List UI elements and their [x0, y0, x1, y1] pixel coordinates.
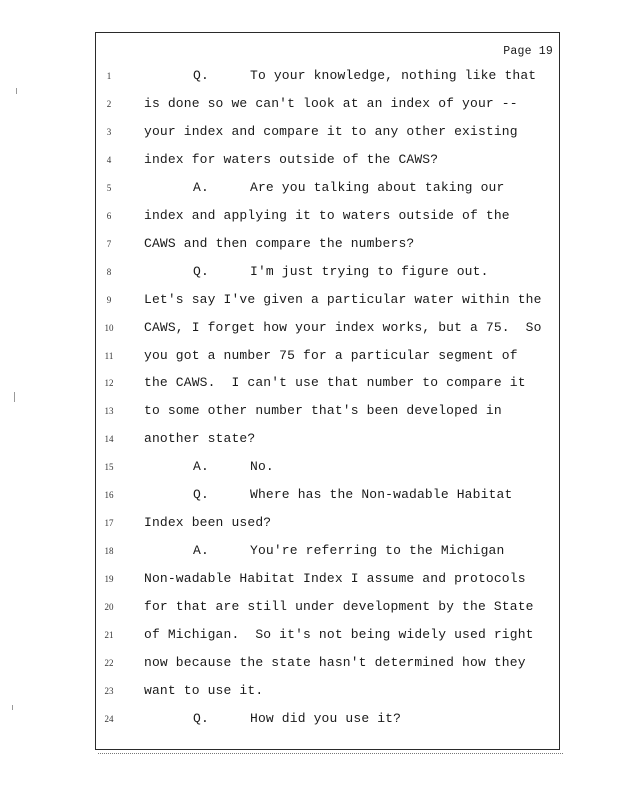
- line-text: [193, 68, 536, 83]
- line-text: [144, 96, 518, 111]
- line-text: [193, 459, 274, 474]
- transcript-line: [96, 683, 559, 703]
- line-number: 10: [104, 322, 114, 333]
- line-text: [144, 348, 518, 363]
- line-content: Where has the Non-wadable Habitat: [250, 487, 513, 503]
- line-content: you got a number 75 for a particular segment of: [144, 347, 518, 363]
- transcript-line: [96, 236, 559, 256]
- line-text: [144, 208, 510, 223]
- line-text: [144, 236, 414, 251]
- line-content: To your knowledge, nothing like that: [250, 68, 537, 83]
- line-number: 19: [104, 574, 114, 585]
- transcript-line: [96, 124, 559, 144]
- line-text: [144, 655, 526, 670]
- line-text: [193, 711, 401, 726]
- transcript-line: [96, 431, 559, 451]
- line-content: is done so we can't look at an index of your --: [144, 95, 518, 111]
- line-text: [144, 683, 263, 698]
- transcript-line: [96, 292, 559, 312]
- speaker-label: A.: [193, 179, 209, 195]
- line-text: [193, 264, 489, 279]
- line-number: 11: [104, 350, 114, 361]
- line-number: 12: [104, 378, 114, 389]
- line-content: of Michigan. So it's not being widely used right: [144, 627, 534, 642]
- line-content: I'm just trying to figure out.: [250, 263, 489, 279]
- line-number: 20: [104, 602, 114, 613]
- transcript-line: [96, 515, 559, 535]
- transcript-line: [96, 180, 559, 200]
- line-number: 1: [106, 71, 112, 81]
- transcript-line: [96, 403, 559, 423]
- transcript-line: [96, 543, 559, 563]
- transcript-line: [96, 571, 559, 591]
- line-text: [144, 292, 542, 307]
- line-number: 8: [106, 266, 112, 277]
- transcript-line: [96, 655, 559, 675]
- line-content: now because the state hasn't determined how they: [144, 654, 526, 670]
- line-content: index for waters outside of the CAWS?: [144, 151, 439, 167]
- line-number: 15: [104, 462, 114, 473]
- line-text: [144, 403, 502, 418]
- line-text: [144, 431, 255, 446]
- page-number-label: Page 19: [503, 45, 553, 58]
- transcript-page: [95, 32, 560, 750]
- line-text: [193, 487, 512, 502]
- speaker-label: A.: [193, 543, 209, 559]
- line-number: 22: [104, 657, 114, 668]
- line-number: 14: [104, 434, 114, 445]
- transcript-line: [96, 599, 559, 619]
- line-text: [144, 571, 526, 586]
- transcript-line: [96, 348, 559, 368]
- line-number: 21: [104, 630, 114, 640]
- line-number: 23: [104, 685, 114, 696]
- transcript-line: [96, 320, 559, 340]
- speaker-label: Q.: [193, 68, 209, 83]
- speaker-label: Q.: [193, 263, 209, 279]
- transcript-line: [96, 208, 559, 228]
- line-content: Let's say I've given a particular water within the: [144, 291, 542, 307]
- line-number: 5: [106, 182, 112, 193]
- line-number: 9: [106, 294, 112, 305]
- transcript-line: [96, 264, 559, 284]
- speaker-label: Q.: [193, 487, 209, 503]
- line-content: Index been used?: [144, 515, 272, 531]
- line-number: 17: [104, 518, 114, 529]
- line-content: another state?: [144, 431, 256, 447]
- line-content: for that are still under development by the State: [144, 599, 534, 615]
- line-text: [144, 320, 542, 335]
- line-number: 16: [104, 490, 114, 501]
- line-content: How did you use it?: [250, 710, 402, 726]
- line-text: [144, 515, 271, 530]
- line-content: Are you talking about taking our: [250, 179, 505, 195]
- margin-mark: [12, 705, 13, 710]
- line-number: 4: [106, 154, 112, 165]
- line-content: No.: [250, 459, 274, 475]
- line-content: to some other number that's been developed in: [144, 403, 502, 419]
- line-content: CAWS and then compare the numbers?: [144, 235, 415, 251]
- line-number: 3: [106, 126, 112, 137]
- line-number: 13: [104, 406, 114, 417]
- line-content: index and applying it to waters outside of the: [144, 207, 510, 223]
- line-content: You're referring to the Michigan: [250, 543, 505, 559]
- transcript-line: [96, 487, 559, 507]
- transcript-line: [96, 152, 559, 172]
- transcript-line: [96, 627, 559, 647]
- line-content: the CAWS. I can't use that number to compare it: [144, 375, 526, 391]
- transcript-line: [96, 96, 559, 116]
- line-text: [193, 180, 504, 195]
- speaker-label: A.: [193, 459, 209, 475]
- line-number: 24: [104, 713, 114, 724]
- line-content: your index and compare it to any other existing: [144, 123, 518, 139]
- line-text: [144, 627, 534, 642]
- line-number: 2: [106, 98, 112, 109]
- margin-mark: [14, 392, 15, 402]
- line-text: [144, 375, 526, 390]
- line-text: [144, 599, 534, 614]
- line-number: 6: [106, 210, 112, 221]
- line-content: want to use it.: [144, 682, 264, 698]
- transcript-line: [96, 711, 559, 731]
- margin-mark: [16, 88, 17, 94]
- speaker-label: Q.: [193, 710, 209, 726]
- line-number: 7: [106, 238, 112, 249]
- line-content: CAWS, I forget how your index works, but a 75. So: [144, 319, 542, 335]
- transcript-line: [96, 68, 559, 88]
- line-text: [144, 152, 438, 167]
- line-number: 18: [104, 546, 114, 557]
- line-content: Non-wadable Habitat Index I assume and protocols: [144, 571, 526, 587]
- line-text: [193, 543, 504, 558]
- transcript-line: [96, 459, 559, 479]
- line-text: [144, 124, 518, 139]
- transcript-line: [96, 375, 559, 395]
